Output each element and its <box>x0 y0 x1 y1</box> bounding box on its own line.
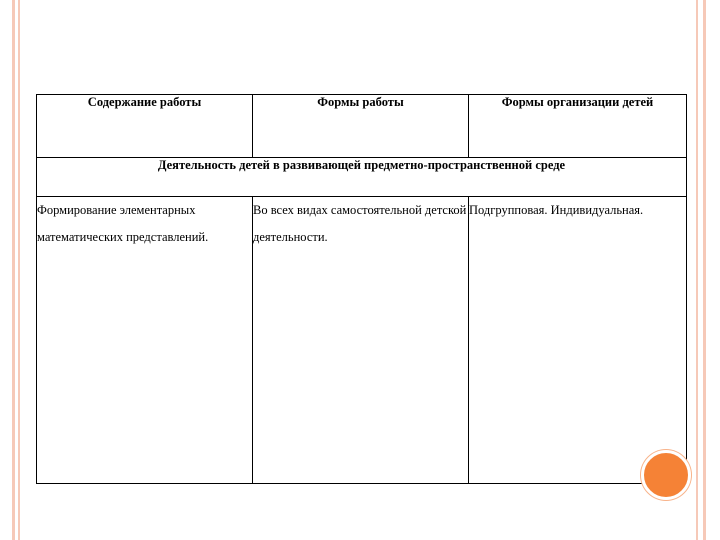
cell-content: Формирование элементарных математических представлений. <box>37 197 253 484</box>
table-row <box>37 197 687 484</box>
cell-organization: Подгрупповая. Индивидуальная. <box>469 197 687 484</box>
work-forms-table <box>36 94 687 484</box>
header-content: Содержание работы <box>37 95 253 158</box>
decorative-border-left <box>12 0 20 540</box>
section-row <box>37 158 687 197</box>
section-title: Деятельность детей в развивающей предметно-пространственной среде <box>37 158 687 197</box>
header-organization: Формы организации детей <box>469 95 687 158</box>
decorative-circle <box>641 450 691 500</box>
table-header-row <box>37 95 687 158</box>
decorative-border-right <box>696 0 706 540</box>
cell-forms: Во всех видах самостоятельной детской деятельности. <box>253 197 469 484</box>
header-forms: Формы работы <box>253 95 469 158</box>
